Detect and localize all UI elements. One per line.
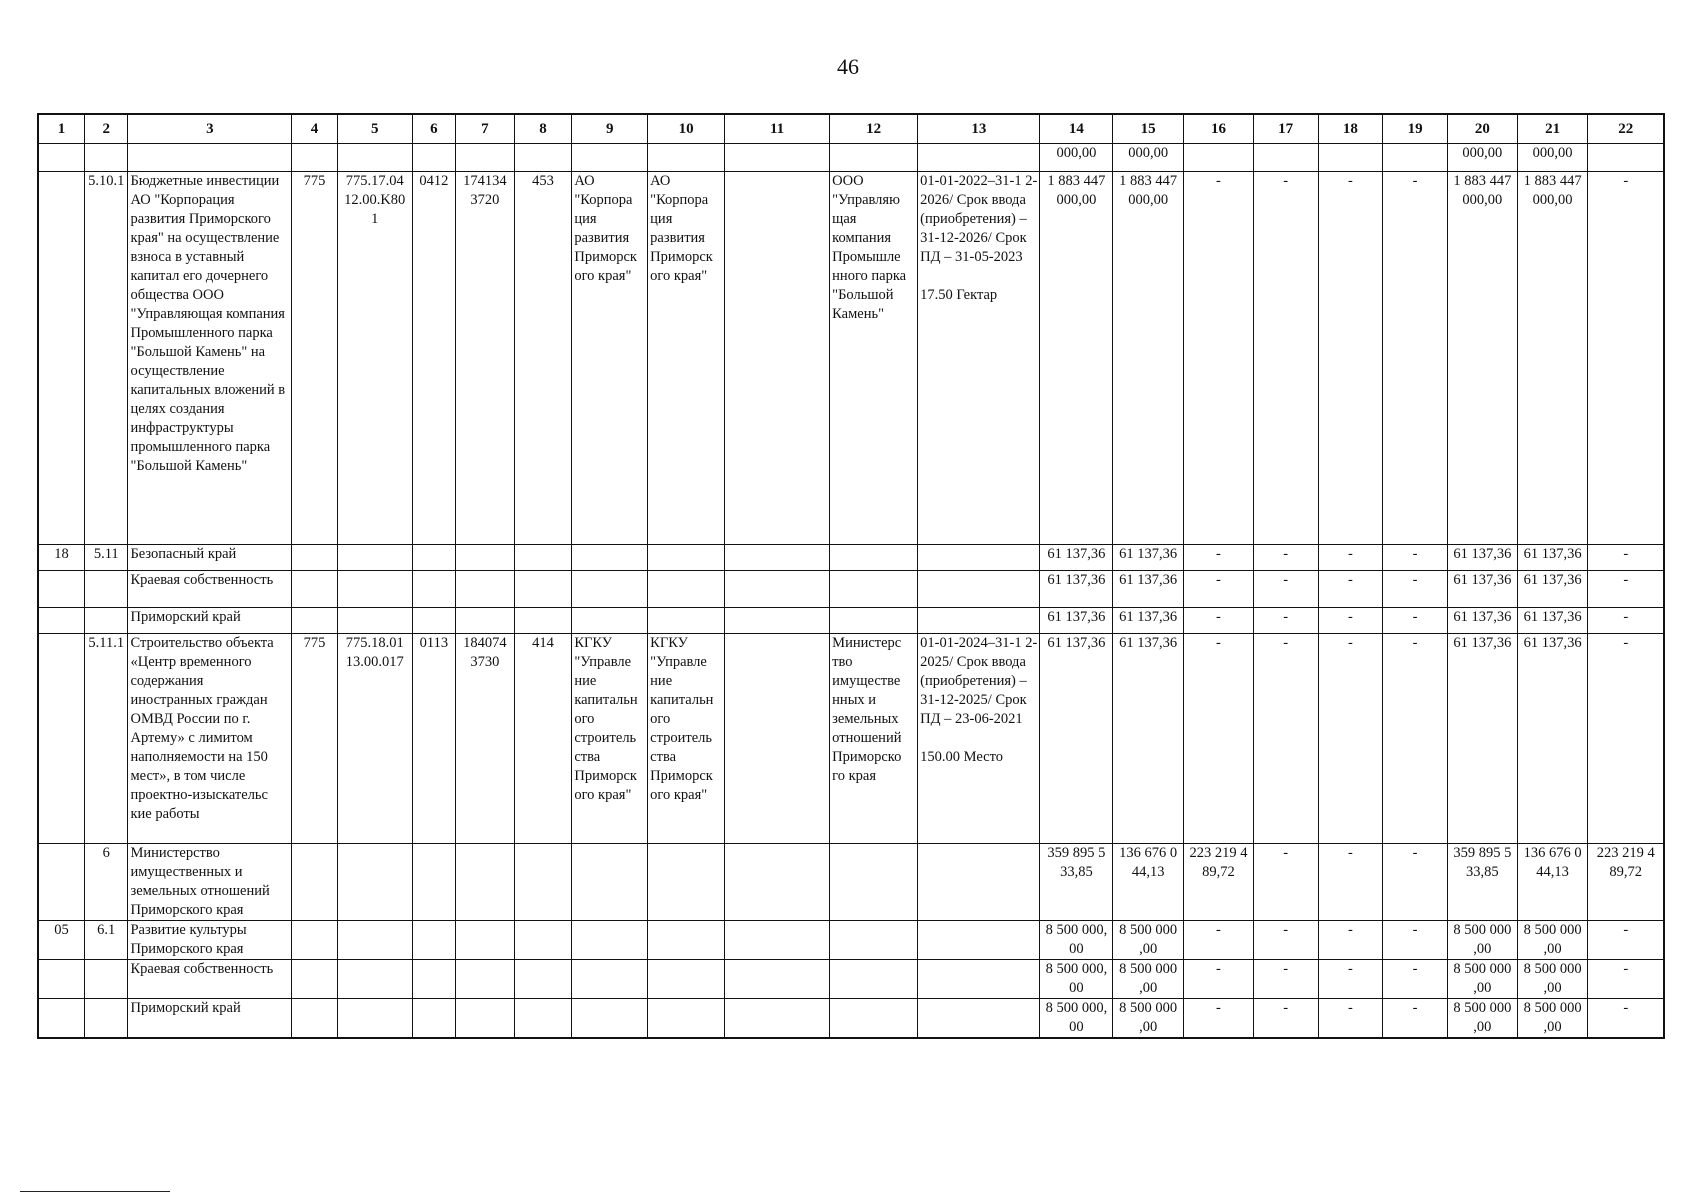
table-cell: - [1588, 172, 1664, 545]
column-header: 16 [1184, 114, 1254, 144]
table-cell: 8 500 000 ,00 [1517, 999, 1588, 1039]
table-cell: 1 883 447 000,00 [1040, 172, 1113, 545]
table-cell [412, 960, 455, 999]
table-cell [725, 545, 830, 571]
table-cell [725, 144, 830, 172]
table-cell: 61 137,36 [1113, 608, 1184, 634]
table-cell [725, 844, 830, 921]
table-cell [514, 144, 572, 172]
table-cell [456, 571, 515, 608]
budget-investment-table [37, 113, 1665, 1039]
table-cell [38, 844, 85, 921]
table-row [38, 608, 1664, 634]
table-cell [412, 608, 455, 634]
table-cell: 775.17.04 12.00.K80 1 [337, 172, 412, 545]
table-cell [292, 545, 338, 571]
table-cell [1253, 144, 1318, 172]
table-cell [572, 960, 648, 999]
table-cell [412, 921, 455, 960]
table-cell [292, 921, 338, 960]
table-cell: Безопасный край [128, 545, 292, 571]
table-cell [830, 844, 918, 921]
table-cell [337, 844, 412, 921]
table-cell [918, 571, 1040, 608]
table-cell [648, 960, 725, 999]
table-cell: - [1383, 608, 1448, 634]
table-cell: 61 137,36 [1447, 571, 1517, 608]
table-cell [572, 921, 648, 960]
column-header: 1 [38, 114, 85, 144]
table-cell: 8 500 000, 00 [1040, 960, 1113, 999]
table-cell: 000,00 [1517, 144, 1588, 172]
table-cell [38, 960, 85, 999]
table-cell [572, 608, 648, 634]
table-cell: - [1184, 545, 1254, 571]
table-cell: 223 219 4 89,72 [1588, 844, 1664, 921]
column-header: 11 [725, 114, 830, 144]
column-header: 12 [830, 114, 918, 144]
table-cell [412, 545, 455, 571]
table-cell: Строительство объекта «Центр временного содержания иностранных граждан ОМВД России по г. Артему» с лимитом наполняемости на 150 мест», в том числе проектно-изыскательс кие работы [128, 634, 292, 844]
column-header: 2 [85, 114, 128, 144]
table-cell: - [1588, 634, 1664, 844]
table-cell: 000,00 [1040, 144, 1113, 172]
table-cell: - [1253, 999, 1318, 1039]
column-header: 14 [1040, 114, 1113, 144]
table-cell: 1 883 447 000,00 [1517, 172, 1588, 545]
table-cell [648, 844, 725, 921]
table-cell: 01-01-2024–31-1 2-2025/ Срок ввода (приобретения) – 31-12-2025/ Срок ПД – 23-06-2021 150.00 Место [918, 634, 1040, 844]
column-header: 9 [572, 114, 648, 144]
table-cell: - [1588, 921, 1664, 960]
table-cell: 8 500 000 ,00 [1447, 999, 1517, 1039]
table-cell: - [1253, 921, 1318, 960]
table-cell: 61 137,36 [1040, 545, 1113, 571]
column-header: 18 [1318, 114, 1383, 144]
table-cell [456, 608, 515, 634]
table-cell: 61 137,36 [1113, 545, 1184, 571]
table-cell [830, 999, 918, 1039]
table-cell [572, 144, 648, 172]
table-cell [38, 999, 85, 1039]
table-cell [38, 634, 85, 844]
table-row [38, 960, 1664, 999]
table-cell: 8 500 000, 00 [1040, 999, 1113, 1039]
table-cell: - [1383, 172, 1448, 545]
table-cell [337, 921, 412, 960]
table-cell: - [1588, 571, 1664, 608]
table-cell [918, 844, 1040, 921]
table-cell [456, 144, 515, 172]
table-cell: - [1318, 921, 1383, 960]
table-cell: 775.18.01 13.00.017 [337, 634, 412, 844]
column-header: 7 [456, 114, 515, 144]
table-cell: 01-01-2022–31-1 2-2026/ Срок ввода (приобретения) – 31-12-2026/ Срок ПД – 31-05-2023 17.50 Гектар [918, 172, 1040, 545]
table-cell [85, 571, 128, 608]
table-row [38, 571, 1664, 608]
table-cell [38, 608, 85, 634]
table-cell [514, 545, 572, 571]
table-cell [725, 571, 830, 608]
table-cell: 184074 3730 [456, 634, 515, 844]
table-cell: КГКУ "Управле ние капитальн ого строитель ства Приморск ого края" [648, 634, 725, 844]
table-row [38, 999, 1664, 1039]
table-cell: - [1588, 545, 1664, 571]
table-cell [830, 571, 918, 608]
table-cell: 136 676 0 44,13 [1517, 844, 1588, 921]
table-cell: 0113 [412, 634, 455, 844]
table-cell: 5.10.1 [85, 172, 128, 545]
table-cell [572, 571, 648, 608]
table-cell: - [1318, 634, 1383, 844]
table-cell: 8 500 000 ,00 [1517, 960, 1588, 999]
table-cell [1184, 144, 1254, 172]
table-cell [337, 144, 412, 172]
table-cell: 61 137,36 [1517, 634, 1588, 844]
table-cell [725, 960, 830, 999]
table-cell [337, 960, 412, 999]
table-row [38, 144, 1664, 172]
table-cell: 8 500 000 ,00 [1447, 921, 1517, 960]
table-cell [725, 634, 830, 844]
table-cell [292, 571, 338, 608]
table-cell [514, 571, 572, 608]
table-cell: Развитие культуры Приморского края [128, 921, 292, 960]
table-cell: 8 500 000 ,00 [1113, 960, 1184, 999]
table-cell: 61 137,36 [1447, 608, 1517, 634]
page-number: 46 [837, 54, 859, 79]
table-cell [830, 608, 918, 634]
table-cell [456, 921, 515, 960]
table-cell [337, 608, 412, 634]
table-cell [1383, 144, 1448, 172]
column-header: 20 [1447, 114, 1517, 144]
table-cell: АО "Корпора ция развития Приморск ого края" [572, 172, 648, 545]
table-cell: - [1184, 634, 1254, 844]
table-cell [648, 608, 725, 634]
table-cell: 136 676 0 44,13 [1113, 844, 1184, 921]
table-cell: - [1318, 172, 1383, 545]
table-cell [648, 144, 725, 172]
table-cell: - [1253, 634, 1318, 844]
table-cell [38, 144, 85, 172]
table-cell [725, 999, 830, 1039]
table-cell: 8 500 000 ,00 [1113, 999, 1184, 1039]
table-cell [292, 960, 338, 999]
table-cell: 61 137,36 [1447, 634, 1517, 844]
table-cell [725, 172, 830, 545]
table-cell [85, 960, 128, 999]
table-cell [456, 844, 515, 921]
table-cell: - [1253, 545, 1318, 571]
table-cell: - [1184, 172, 1254, 545]
table-cell: - [1184, 999, 1254, 1039]
table-cell: КГКУ "Управле ние капитальн ого строитель ства Приморск ого края" [572, 634, 648, 844]
table-cell: - [1184, 571, 1254, 608]
table-cell [38, 172, 85, 545]
table-cell: - [1318, 960, 1383, 999]
table-cell: - [1318, 571, 1383, 608]
table-cell [337, 999, 412, 1039]
column-header: 15 [1113, 114, 1184, 144]
table-cell: 8 500 000 ,00 [1447, 960, 1517, 999]
table-cell [918, 608, 1040, 634]
table-cell: 8 500 000 ,00 [1113, 921, 1184, 960]
table-cell: 359 895 5 33,85 [1040, 844, 1113, 921]
table-cell [514, 844, 572, 921]
column-header: 13 [918, 114, 1040, 144]
table-cell: - [1588, 960, 1664, 999]
table-cell: - [1318, 545, 1383, 571]
table-cell [648, 545, 725, 571]
table-cell: - [1318, 999, 1383, 1039]
column-header: 22 [1588, 114, 1664, 144]
table-body [38, 144, 1664, 1039]
table-cell: - [1383, 634, 1448, 844]
table-cell: Краевая собственность [128, 960, 292, 999]
table-cell: 5.11.1 [85, 634, 128, 844]
table-cell [292, 999, 338, 1039]
table-cell: 61 137,36 [1517, 571, 1588, 608]
table-cell [412, 144, 455, 172]
table-cell [514, 960, 572, 999]
column-header: 19 [1383, 114, 1448, 144]
table-cell [1318, 144, 1383, 172]
table-cell: 223 219 4 89,72 [1184, 844, 1254, 921]
table-cell: - [1253, 960, 1318, 999]
table-row [38, 844, 1664, 921]
table-cell: 61 137,36 [1447, 545, 1517, 571]
table-cell [572, 999, 648, 1039]
table-cell: 1 883 447 000,00 [1113, 172, 1184, 545]
table-cell: 5.11 [85, 545, 128, 571]
table-cell [456, 545, 515, 571]
table-cell [648, 921, 725, 960]
table-cell: - [1318, 844, 1383, 921]
table-cell [337, 545, 412, 571]
table-cell: - [1383, 960, 1448, 999]
table-cell [725, 921, 830, 960]
table-cell [572, 545, 648, 571]
table-cell: - [1253, 844, 1318, 921]
table-row [38, 634, 1664, 844]
table-cell: 61 137,36 [1113, 634, 1184, 844]
column-header: 10 [648, 114, 725, 144]
table-cell: - [1383, 999, 1448, 1039]
table-row [38, 921, 1664, 960]
table-cell: - [1588, 999, 1664, 1039]
table-cell: - [1383, 571, 1448, 608]
table-cell: 05 [38, 921, 85, 960]
table-cell [292, 144, 338, 172]
table-cell [337, 571, 412, 608]
table-cell [456, 960, 515, 999]
table-cell [412, 844, 455, 921]
table-cell: - [1184, 608, 1254, 634]
table-cell [85, 999, 128, 1039]
table-cell: 6 [85, 844, 128, 921]
table-cell [918, 999, 1040, 1039]
table-cell [412, 571, 455, 608]
table-cell: - [1253, 571, 1318, 608]
table-cell: - [1383, 921, 1448, 960]
table-cell: Бюджетные инвестиции АО "Корпорация развития Приморского края" на осуществление взноса в уставный капитал его дочернего общества ООО "Управляющая компания Промышленного парка "Большой Камень" на осуществление капитальных вложений в целях создания инфраструктуры промышленного парка "Большой Камень" [128, 172, 292, 545]
table-cell: - [1253, 608, 1318, 634]
table-cell: АО "Корпора ция развития Приморск ого края" [648, 172, 725, 545]
table-cell [572, 844, 648, 921]
column-number-header-row [38, 114, 1664, 144]
table-row [38, 172, 1664, 545]
table-cell: 61 137,36 [1113, 571, 1184, 608]
column-header: 4 [292, 114, 338, 144]
table-cell: 775 [292, 634, 338, 844]
column-header: 21 [1517, 114, 1588, 144]
table-cell: 61 137,36 [1517, 608, 1588, 634]
table-row [38, 545, 1664, 571]
table-cell: Приморский край [128, 999, 292, 1039]
table-cell: 000,00 [1447, 144, 1517, 172]
table-cell [514, 608, 572, 634]
table-cell [830, 921, 918, 960]
column-header: 6 [412, 114, 455, 144]
table-cell: - [1318, 608, 1383, 634]
table-cell: 1 883 447 000,00 [1447, 172, 1517, 545]
table-cell: 61 137,36 [1040, 571, 1113, 608]
table-cell: Министерс тво имуществе нных и земельных отношений Приморско го края [830, 634, 918, 844]
table-cell [830, 960, 918, 999]
table-cell [918, 960, 1040, 999]
table-cell: - [1184, 921, 1254, 960]
table-cell: 414 [514, 634, 572, 844]
table-cell [85, 144, 128, 172]
table-cell [292, 608, 338, 634]
table-cell [648, 571, 725, 608]
column-header: 17 [1253, 114, 1318, 144]
table-cell: - [1253, 172, 1318, 545]
table-cell: Приморский край [128, 608, 292, 634]
table-cell [830, 144, 918, 172]
table-cell [1588, 144, 1664, 172]
table-cell: 453 [514, 172, 572, 545]
table-cell [830, 545, 918, 571]
table-cell: 775 [292, 172, 338, 545]
table-cell: 8 500 000 ,00 [1517, 921, 1588, 960]
table-cell [128, 144, 292, 172]
table-cell [514, 921, 572, 960]
table-cell [725, 608, 830, 634]
table-cell: ООО "Управляю щая компания Промышле нного парка "Большой Камень" [830, 172, 918, 545]
table-cell [514, 999, 572, 1039]
column-header: 8 [514, 114, 572, 144]
table-cell [648, 999, 725, 1039]
table-cell: 174134 3720 [456, 172, 515, 545]
table-cell [85, 608, 128, 634]
table-cell [918, 545, 1040, 571]
column-header: 3 [128, 114, 292, 144]
table-cell: 18 [38, 545, 85, 571]
table-cell: 61 137,36 [1040, 634, 1113, 844]
table-cell: 000,00 [1113, 144, 1184, 172]
table-cell: Министерство имущественных и земельных отношений Приморского края [128, 844, 292, 921]
table-cell: 0412 [412, 172, 455, 545]
table-cell: Краевая собственность [128, 571, 292, 608]
table-cell [918, 921, 1040, 960]
column-header: 5 [337, 114, 412, 144]
table-cell: - [1184, 960, 1254, 999]
table-cell [456, 999, 515, 1039]
table-cell: 8 500 000, 00 [1040, 921, 1113, 960]
table-cell: 6.1 [85, 921, 128, 960]
table-cell: - [1383, 844, 1448, 921]
table-cell: 359 895 5 33,85 [1447, 844, 1517, 921]
table-cell: - [1588, 608, 1664, 634]
table-cell: - [1383, 545, 1448, 571]
footnote-separator [20, 1191, 170, 1192]
table-cell [38, 571, 85, 608]
table-cell [292, 844, 338, 921]
table-cell: 61 137,36 [1040, 608, 1113, 634]
table-cell: 61 137,36 [1517, 545, 1588, 571]
table-cell [412, 999, 455, 1039]
table-cell [918, 144, 1040, 172]
